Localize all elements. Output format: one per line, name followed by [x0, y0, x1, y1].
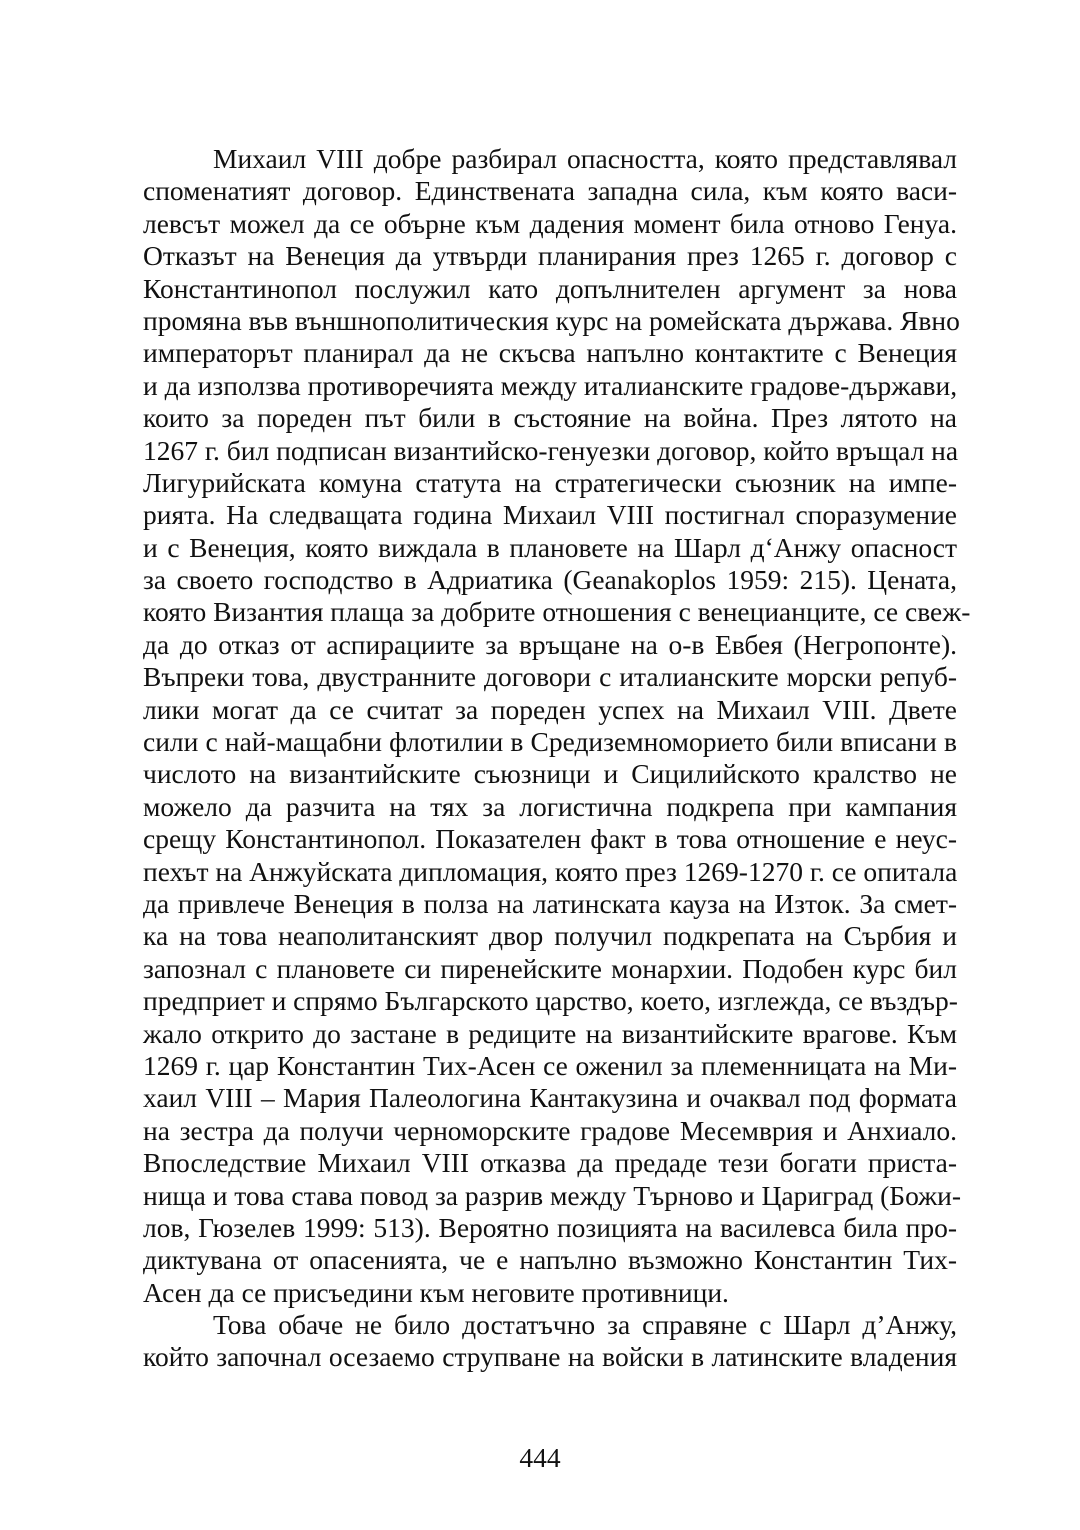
- paragraph: [143, 143, 971, 1309]
- text-line: за своето господство в Адриатика (Geanakoplos 1959: 215). Цената,: [143, 564, 957, 596]
- text-line: 1267 г. бил подписан византийско-генуезки договор, който връщал на: [143, 434, 959, 466]
- text-line: и да използва противоречията между италианските градове-държави,: [143, 369, 958, 401]
- text-line: на зестра да получи черноморските градове Месемврия и Анхиало.: [143, 1114, 957, 1146]
- text-line: хаил VIII – Мария Палеологина Кантакузина и очаквал под формата: [143, 1082, 957, 1114]
- text-line: срещу Константинопол. Показателен факт в това отношение е неус-: [143, 823, 957, 855]
- text-line: Асен да се присъедини към неговите противници.: [143, 1276, 729, 1308]
- text-line: който започнал осезаемо струпване на войски в латинските владения: [143, 1341, 957, 1373]
- text-line: Впоследствие Михаил VIII отказва да предаде тези богати приста-: [143, 1147, 957, 1179]
- text-line: можело да разчита на тях за логистична подкрепа при кампания: [143, 790, 957, 822]
- text-line: лики могат да се считат за пореден успех на Михаил VIII. Двете: [143, 693, 957, 725]
- text-line: Михаил VIII добре разбирал опасността, която представлявал: [213, 143, 957, 174]
- text-line: числото на византийските съюзници и Сицилийското кралство не: [143, 758, 957, 790]
- text-line: Въпреки това, двустранните договори с италианските морски репуб-: [143, 661, 957, 693]
- text-line: лов, Гюзелев 1999: 513). Вероятно позицията на василевса била про-: [143, 1211, 957, 1243]
- text-line: промяна във външнополитическия курс на ромейската държава. Явно: [143, 304, 960, 336]
- text-line: да до отказ от аспирациите за връщане на о-в Евбея (Негропонте).: [143, 628, 957, 660]
- text-line: 1269 г. цар Константин Тих-Асен се оженил за племенницата на Ми-: [143, 1049, 957, 1081]
- text-line: нища и това става повод за разрив между Търново и Цариград (Божи-: [143, 1179, 962, 1211]
- page-number: 444: [519, 1442, 561, 1473]
- text-line: запознал с плановете си пиренейските монархии. Подобен курс бил: [143, 952, 957, 984]
- text-line: които за пореден път били в състояние на война. През лятото на: [143, 402, 957, 434]
- text-line: пехът на Анжуйската дипломация, която през 1269-1270 г. се опитала: [143, 855, 958, 887]
- text-line: ка на това неаполитанският двор получил подкрепата на Сърбия и: [143, 920, 957, 952]
- text-line: да привлече Венеция в полза на латинската кауза на Изток. За смет-: [143, 887, 957, 919]
- text-line: и с Венеция, която виждала в плановете на Шарл д‘Анжу опасност: [143, 531, 957, 563]
- text-line: рията. На следващата година Михаил VIII постигнал споразумение: [143, 499, 957, 531]
- text-line: която Византия плаща за добрите отношения с венецианците, се свеж-: [143, 596, 971, 628]
- paragraph: [143, 1309, 957, 1374]
- text-line: Лигурийската комуна статута на стратегически съюзник на импе-: [143, 466, 957, 498]
- text-line: императорът планирал да не скъсва напълно контактите с Венеция: [143, 337, 957, 369]
- body-text: [143, 143, 971, 1374]
- text-line: жало открито до застане в редиците на византийските врагове. Към: [143, 1017, 957, 1049]
- text-line: предприет и спрямо Българското царство, което, изглежда, се въздър-: [143, 985, 958, 1017]
- text-line: левсът можел да се обърне към дадения момент била отново Генуа.: [143, 207, 957, 239]
- text-line: Това обаче не било достатъчно за справяне с Шарл д’Анжу,: [213, 1309, 957, 1341]
- text-line: Константинопол послужил като допълнителен аргумент за нова: [143, 272, 957, 304]
- text-line: Отказът на Венеция да утвърди планирания през 1265 г. договор с: [143, 240, 957, 272]
- text-line: споменатият договор. Единствената западна сила, към която васи-: [143, 175, 957, 207]
- text-line: сили с най-мащабни флотилии в Средиземноморието били вписани в: [143, 726, 957, 758]
- text-line: диктувана от опасенията, че е напълно възможно Константин Тих-: [143, 1244, 957, 1276]
